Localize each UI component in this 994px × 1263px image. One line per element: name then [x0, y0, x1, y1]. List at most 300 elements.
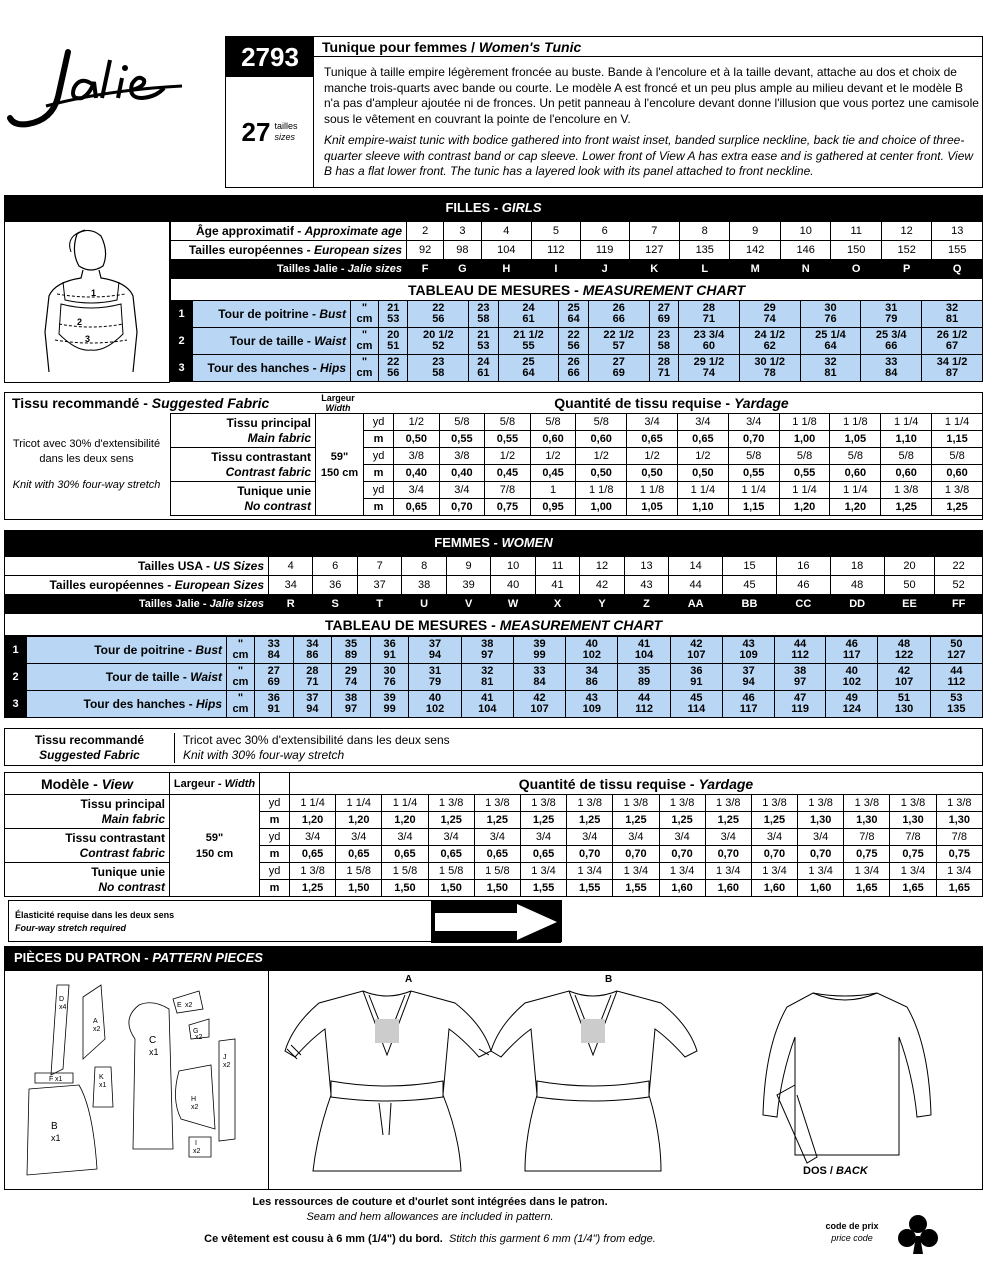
measure-cell: 44 112 [930, 664, 982, 691]
yardage-cell: 1,20 [830, 499, 881, 516]
yardage-cell: 1,25 [567, 812, 613, 829]
fabric-type: Tissu contrastant Contrast fabric [171, 448, 316, 482]
yardage-cell: 1,55 [613, 880, 659, 897]
yardage-cell: 1,25 [705, 812, 751, 829]
yardage-cell: 1,10 [881, 431, 932, 448]
women-jalie-label: Tailles Jalie - Jalie sizes [5, 595, 269, 614]
svg-text:H: H [191, 1096, 197, 1103]
measure-cell: 35 89 [618, 664, 670, 691]
measure-label: Tour de poitrine - Bust [27, 637, 227, 664]
sizes-count-box [226, 77, 314, 187]
measure-cell: 33 84 [861, 355, 922, 382]
women-measurement-table [4, 636, 983, 718]
measure-cell: 34 86 [293, 637, 332, 664]
measure-unit: " cm [351, 355, 379, 382]
yardage-cell: 7/8 [485, 482, 531, 499]
description-fr: Tunique à taille empire légèrement froncée au buste. Bande à l'encolure et à la taille devant, attache au dos et choix de manche trois-quarts avec bande ou courte. Le modèle A est froncé et un peu plus ample au milieu devant et le modèle B n'a pas d'ampleur ajoutée ni de fronces. Un petit panneau à l'encolure devant donne l'illusion que vous portez une camisole sous le vêtement en couvrant la pointe de l'encolure en V. [324, 65, 979, 126]
yardage-cell: 0,60 [881, 465, 932, 482]
yardage-cell: 1,65 [844, 880, 890, 897]
measure-cell: 20 51 [379, 328, 408, 355]
footer-line1-fr: Les ressources de couture et d'ourlet sont intégrées dans le patron. [252, 1196, 608, 1208]
yardage-row [171, 414, 983, 431]
svg-text:B: B [51, 1121, 58, 1132]
yardage-cell: 0,75 [844, 846, 890, 863]
yardage-cell: 0,50 [677, 465, 728, 482]
svg-text:3: 3 [85, 334, 91, 344]
women-bar [4, 530, 983, 556]
yardage-cell: 1/2 [485, 448, 531, 465]
measure-cell: 21 53 [379, 301, 408, 328]
size-cell: AA [669, 595, 723, 614]
yardage-unit: m [364, 431, 394, 448]
yardage-cell: 1,25 [751, 812, 797, 829]
yardage-unit: m [260, 846, 290, 863]
size-cell: 2 [407, 222, 444, 241]
yardage-cell: 1/2 [576, 448, 627, 465]
yardage-cell: 1,50 [428, 880, 474, 897]
yardage-unit: m [260, 880, 290, 897]
yardage-cell: 1 3/8 [844, 795, 890, 812]
size-cell: 135 [680, 241, 730, 260]
measure-cell: 25 64 [559, 301, 588, 328]
yardage-cell: 1,15 [932, 431, 983, 448]
yardage-cell: 0,70 [751, 846, 797, 863]
yardage-cell: 0,65 [520, 846, 566, 863]
measure-number: 3 [5, 691, 27, 718]
svg-text:x2: x2 [93, 1026, 101, 1033]
measure-cell: 31 79 [861, 301, 922, 328]
yardage-cell: 1 3/4 [936, 863, 982, 880]
size-cell: T [357, 595, 401, 614]
yardage-cell: 0,60 [530, 431, 576, 448]
size-cell: O [831, 260, 881, 279]
size-cell: S [313, 595, 357, 614]
yardage-cell: 1,50 [382, 880, 428, 897]
measure-cell: 28 71 [649, 355, 678, 382]
yardage-cell: 1,60 [659, 880, 705, 897]
yardage-cell: 1 1/4 [382, 795, 428, 812]
measure-cell: 23 3/4 60 [679, 328, 740, 355]
measure-cell: 24 61 [498, 301, 559, 328]
measure-cell: 26 66 [588, 301, 649, 328]
yardage-unit: yd [364, 448, 394, 465]
yardage-cell: 0,65 [677, 431, 728, 448]
girls-jalie-label: Tailles Jalie - Jalie sizes [171, 260, 407, 279]
women-fabric-desc: Tricot avec 30% d'extensibilité dans les deux sens Knit with 30% four-way stretch [183, 733, 450, 762]
measure-cell: 38 97 [775, 664, 826, 691]
yardage-cell: 0,60 [932, 465, 983, 482]
size-cell: I [532, 260, 581, 279]
measure-cell: 36 91 [670, 664, 722, 691]
measure-cell: 22 56 [559, 328, 588, 355]
size-cell: M [730, 260, 780, 279]
yardage-cell: 1 3/4 [567, 863, 613, 880]
yardage-cell: 0,70 [728, 431, 779, 448]
measure-row [5, 637, 983, 664]
measure-cell: 40 102 [826, 664, 878, 691]
measure-cell: 40 102 [409, 691, 461, 718]
measure-cell: 38 97 [332, 691, 371, 718]
yardage-cell: 7/8 [936, 829, 982, 846]
girls-measurement-table [170, 300, 983, 382]
girls-fabric-title: Tissu recommandé - Suggested Fabric [12, 395, 270, 411]
size-cell: 9 [446, 557, 490, 576]
measure-cell: 33 84 [513, 664, 565, 691]
size-cell: 146 [780, 241, 830, 260]
measure-cell: 22 56 [379, 355, 408, 382]
yardage-cell: 1,15 [728, 499, 779, 516]
measure-cell: 27 69 [649, 301, 678, 328]
measure-cell: 49 124 [826, 691, 878, 718]
measure-cell: 21 1/2 55 [498, 328, 559, 355]
yardage-cell: 0,55 [728, 465, 779, 482]
yardage-cell: 3/4 [751, 829, 797, 846]
yardage-cell: 0,70 [705, 846, 751, 863]
yardage-cell: 0,45 [485, 465, 531, 482]
size-cell: 12 [580, 557, 624, 576]
measure-cell: 32 81 [922, 301, 983, 328]
yardage-cell: 3/4 [428, 829, 474, 846]
size-cell: 5 [532, 222, 581, 241]
view-b-label: B [605, 974, 613, 985]
yardage-cell: 1 3/4 [613, 863, 659, 880]
measure-cell: 24 1/2 62 [739, 328, 800, 355]
measure-cell: 23 58 [649, 328, 678, 355]
view-b-illustration [489, 985, 699, 1175]
yardage-cell: 7/8 [844, 829, 890, 846]
yardage-cell: 1 3/8 [567, 795, 613, 812]
size-cell: 52 [935, 576, 983, 595]
svg-text:J: J [223, 1054, 227, 1061]
club-icon [896, 1212, 940, 1256]
yardage-cell: 1 1/8 [627, 482, 678, 499]
yardage-cell: 1 3/8 [936, 795, 982, 812]
yardage-cell: 1 3/4 [751, 863, 797, 880]
size-cell: H [481, 260, 531, 279]
fabric-width: 59" 150 cm [170, 795, 260, 897]
measure-cell: 32 81 [461, 664, 513, 691]
footer-notes [130, 1195, 730, 1225]
yardage-cell: 1,55 [567, 880, 613, 897]
girls-bar-en: GIRLS [501, 200, 542, 215]
stretch-text: Élasticité requise dans les deux sens Four-way stretch required [15, 910, 175, 933]
svg-text:x1: x1 [99, 1082, 107, 1089]
yardage-cell: 1 3/8 [890, 795, 936, 812]
pattern-pieces-box [4, 970, 983, 1190]
yardage-cell: 0,50 [576, 465, 627, 482]
size-cell: 40 [491, 576, 535, 595]
unit-header [260, 773, 290, 795]
yardage-cell: 1/2 [530, 448, 576, 465]
size-cell: 4 [269, 557, 313, 576]
measure-row [5, 691, 983, 718]
yardage-cell: 0,65 [336, 846, 382, 863]
girls-yardage-table [170, 413, 983, 516]
women-eu-label: Tailles européennes - European Sizes [5, 576, 269, 595]
measure-cell: 29 74 [739, 301, 800, 328]
yardage-cell: 1,05 [830, 431, 881, 448]
yardage-cell: 7/8 [890, 829, 936, 846]
yardage-cell: 1 3/8 [613, 795, 659, 812]
size-cell: 92 [407, 241, 444, 260]
pattern-pieces-bar: PIÈCES DU PATRON - PATTERN PIECES [4, 946, 983, 970]
yardage-cell: 0,65 [394, 499, 440, 516]
yardage-cell: 3/4 [520, 829, 566, 846]
size-cell: 10 [491, 557, 535, 576]
yardage-row [5, 863, 983, 880]
fabric-type: Tunique unie No contrast [5, 863, 170, 897]
measure-cell: 39 99 [370, 691, 409, 718]
yardage-cell: 1 5/8 [336, 863, 382, 880]
yardage-cell: 1 3/8 [428, 795, 474, 812]
sizes-label-fr: tailles [274, 121, 298, 131]
svg-text:x2: x2 [223, 1062, 231, 1069]
yardage-cell: 1,65 [936, 880, 982, 897]
girls-bar-fr: FILLES - [445, 200, 502, 215]
size-cell: 13 [624, 557, 668, 576]
size-cell: 13 [932, 222, 983, 241]
sizes-count: 27 [241, 116, 271, 147]
yardage-cell: 3/8 [439, 448, 485, 465]
yardage-cell: 3/4 [613, 829, 659, 846]
title-fr: Tunique pour femmes / [322, 39, 479, 55]
size-cell: X [535, 595, 579, 614]
yardage-cell: 1 1/4 [932, 414, 983, 431]
yardage-cell: 0,70 [439, 499, 485, 516]
yardage-cell: 1 1/4 [728, 482, 779, 499]
measure-cell: 43 109 [722, 637, 774, 664]
back-view-illustration [757, 985, 937, 1165]
measure-cell: 25 64 [498, 355, 559, 382]
measure-cell: 38 97 [461, 637, 513, 664]
svg-text:G: G [193, 1028, 199, 1035]
yardage-unit: m [364, 499, 394, 516]
yardage-cell: 0,65 [627, 431, 678, 448]
measure-cell: 44 112 [618, 691, 670, 718]
yardage-cell: 1 5/8 [474, 863, 520, 880]
size-cell: 127 [629, 241, 679, 260]
measure-cell: 26 66 [559, 355, 588, 382]
jalie-logo [6, 42, 186, 132]
yardage-cell: 1,25 [881, 499, 932, 516]
yardage-cell: 3/4 [474, 829, 520, 846]
yardage-cell: 1,05 [627, 499, 678, 516]
size-cell: Y [580, 595, 624, 614]
size-cell: 16 [776, 557, 830, 576]
girls-jalie-row [171, 260, 983, 279]
size-cell: N [780, 260, 830, 279]
yardage-cell: 3/4 [290, 829, 336, 846]
yardage-cell: 1,60 [798, 880, 844, 897]
svg-text:x2: x2 [193, 1148, 201, 1155]
measure-cell: 22 56 [408, 301, 469, 328]
yardage-cell: 1 1/4 [677, 482, 728, 499]
girls-fabric-desc-en: Knit with 30% four-way stretch [12, 479, 161, 491]
yardage-cell: 0,40 [394, 465, 440, 482]
size-cell: DD [830, 595, 884, 614]
measure-cell: 34 86 [566, 664, 618, 691]
yardage-cell: 5/8 [530, 414, 576, 431]
yardage-cell: 5/8 [576, 414, 627, 431]
yardage-cell: 5/8 [439, 414, 485, 431]
measure-cell: 53 135 [930, 691, 982, 718]
yardage-cell: 1 3/4 [798, 863, 844, 880]
yardage-cell: 0,50 [627, 465, 678, 482]
size-cell: 22 [935, 557, 983, 576]
svg-text:x1: x1 [55, 1076, 63, 1083]
size-cell: 119 [580, 241, 629, 260]
yardage-cell: 3/4 [705, 829, 751, 846]
size-cell: 43 [624, 576, 668, 595]
size-cell: 39 [446, 576, 490, 595]
women-sizes-table [4, 556, 983, 636]
measure-label: Tour de taille - Waist [193, 328, 351, 355]
women-us-label: Tailles USA - US Sizes [5, 557, 269, 576]
pattern-pieces-diagram [13, 979, 263, 1184]
yardage-cell: 3/4 [728, 414, 779, 431]
svg-text:x1: x1 [149, 1047, 159, 1057]
svg-text:2: 2 [77, 317, 83, 327]
yardage-cell: 3/4 [567, 829, 613, 846]
girls-yardage-title: Quantité de tissu requise - Yardage [554, 395, 789, 411]
size-cell: 7 [357, 557, 401, 576]
svg-text:x2: x2 [191, 1104, 199, 1111]
size-cell: Z [624, 595, 668, 614]
yardage-cell: 0,45 [530, 465, 576, 482]
yardage-unit: yd [260, 829, 290, 846]
measure-cell: 50 127 [930, 637, 982, 664]
measure-cell: 23 58 [408, 355, 469, 382]
measure-cell: 27 69 [588, 355, 649, 382]
yardage-row [5, 829, 983, 846]
girls-figure-box [4, 221, 170, 383]
size-cell: 36 [313, 576, 357, 595]
size-cell: V [446, 595, 490, 614]
measure-cell: 42 107 [878, 664, 930, 691]
measure-cell: 28 71 [293, 664, 332, 691]
measure-cell: 23 58 [469, 301, 498, 328]
size-cell: F [407, 260, 444, 279]
measure-cell: 25 3/4 66 [861, 328, 922, 355]
fabric-type: Tissu contrastant Contrast fabric [5, 829, 170, 863]
measure-cell: 30 76 [800, 301, 861, 328]
yardage-cell: 0,75 [485, 499, 531, 516]
girls-fabric-desc-fr: Tricot avec 30% d'extensibilité dans les deux sens [12, 438, 161, 465]
size-cell: 7 [629, 222, 679, 241]
yardage-cell: 1,25 [659, 812, 705, 829]
view-a-label: A [405, 974, 413, 985]
measure-cell: 36 91 [370, 637, 409, 664]
size-cell: L [680, 260, 730, 279]
measure-cell: 42 107 [513, 691, 565, 718]
girls-chart-title: TABLEAU DE MESURES - MEASUREMENT CHART [171, 279, 983, 301]
yardage-cell: 1,60 [751, 880, 797, 897]
pattern-number: 2793 [226, 37, 314, 77]
yardage-cell: 1,20 [336, 812, 382, 829]
yardage-cell: 3/4 [439, 482, 485, 499]
measure-label: Tour des hanches - Hips [193, 355, 351, 382]
yardage-cell: 1,65 [890, 880, 936, 897]
yardage-cell: 1 3/4 [659, 863, 705, 880]
yardage-cell: 0,50 [394, 431, 440, 448]
measure-cell: 32 81 [800, 355, 861, 382]
measure-cell: 37 94 [722, 664, 774, 691]
yardage-cell: 0,60 [830, 465, 881, 482]
yardage-cell: 0,65 [290, 846, 336, 863]
yardage-cell: 0,95 [530, 499, 576, 516]
yardage-unit: yd [260, 795, 290, 812]
yardage-cell: 3/4 [627, 414, 678, 431]
measure-label: Tour de poitrine - Bust [193, 301, 351, 328]
measure-number: 3 [171, 355, 193, 382]
yardage-cell: 1,50 [336, 880, 382, 897]
women-fabric-title: Tissu recommandé Suggested Fabric [5, 733, 175, 763]
yardage-cell: 1,25 [932, 499, 983, 516]
girls-eu-label: Tailles européennes - European sizes [171, 241, 407, 260]
yardage-cell: 3/4 [336, 829, 382, 846]
fabric-type: Tissu principal Main fabric [171, 414, 316, 448]
measure-cell: 26 1/2 67 [922, 328, 983, 355]
size-cell: 152 [881, 241, 931, 260]
measure-cell: 47 119 [775, 691, 826, 718]
yardage-header: Quantité de tissu requise - Yardage [290, 773, 983, 795]
yardage-cell: 1 5/8 [428, 863, 474, 880]
yardage-cell: 1/2 [627, 448, 678, 465]
size-cell: 37 [357, 576, 401, 595]
measure-cell: 42 107 [670, 637, 722, 664]
yardage-cell: 1 1/4 [336, 795, 382, 812]
yardage-cell: 5/8 [779, 448, 830, 465]
size-cell: 34 [269, 576, 313, 595]
measure-label: Tour de taille - Waist [27, 664, 227, 691]
measure-cell: 51 130 [878, 691, 930, 718]
measure-label: Tour des hanches - Hips [27, 691, 227, 718]
size-cell: 11 [831, 222, 881, 241]
yardage-cell: 1 3/8 [290, 863, 336, 880]
measure-unit: " cm [227, 691, 255, 718]
size-cell: P [881, 260, 931, 279]
yardage-cell: 5/8 [728, 448, 779, 465]
yardage-cell: 0,60 [576, 431, 627, 448]
yardage-cell: 5/8 [881, 448, 932, 465]
yardage-cell: 1 3/8 [881, 482, 932, 499]
size-cell: 50 [884, 576, 935, 595]
yardage-cell: 1,30 [844, 812, 890, 829]
yardage-cell: 1 3/8 [520, 795, 566, 812]
size-cell: 104 [481, 241, 531, 260]
size-cell: J [580, 260, 629, 279]
yardage-cell: 0,75 [936, 846, 982, 863]
size-cell: 4 [481, 222, 531, 241]
yardage-cell: 3/4 [382, 829, 428, 846]
yardage-cell: 0,65 [474, 846, 520, 863]
yardage-cell: 1,30 [936, 812, 982, 829]
yardage-cell: 1/2 [677, 448, 728, 465]
yardage-cell: 1 1/4 [290, 795, 336, 812]
svg-text:x2: x2 [185, 1002, 193, 1009]
yardage-cell: 3/4 [677, 414, 728, 431]
svg-text:x2: x2 [195, 1034, 203, 1041]
measure-cell: 37 94 [293, 691, 332, 718]
measure-cell: 41 104 [461, 691, 513, 718]
size-cell: 10 [780, 222, 830, 241]
yardage-cell: 1,25 [613, 812, 659, 829]
measure-cell: 22 1/2 57 [588, 328, 649, 355]
measure-cell: 31 79 [409, 664, 461, 691]
yardage-cell: 5/8 [485, 414, 531, 431]
yardage-cell: 0,55 [439, 431, 485, 448]
measure-cell: 24 61 [469, 355, 498, 382]
